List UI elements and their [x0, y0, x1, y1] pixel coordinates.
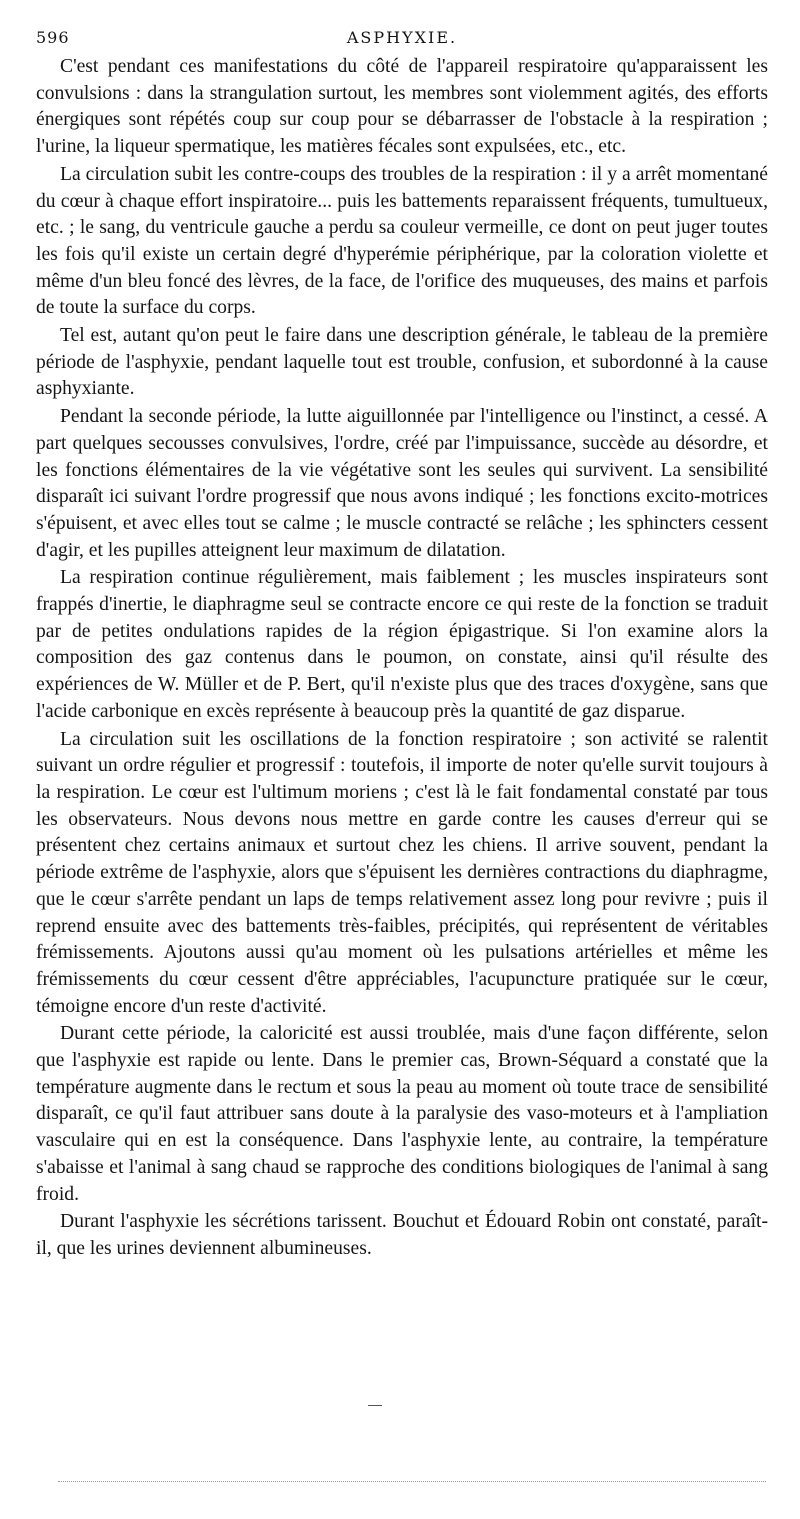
paragraph: La respiration continue régulièrement, mais faiblement ; les muscles inspirateurs sont frappés d'inertie, le diaphragme seul se contracte encore ce qui reste de la fonction se traduit par de petites ondulations rapides de la région épigastrique. Si l'on examine alors la composition des gaz contenus dans le poumon, on constate, ainsi qu'il résulte des expériences de W. Müller et de P. Bert, qu'il n'existe plus que des traces d'oxygène, sans que l'acide carbonique en excès représente à beaucoup près la quantité de gaz disparue. [36, 567, 768, 722]
body-text [36, 54, 768, 1263]
paragraph: La circulation suit les oscillations de la fonction respiratoire ; son activité se ralentit suivant un ordre régulier et progressif : toutefois, il importe de noter qu'elle survit toujours à la respiration. Le cœur est l'ultimum moriens ; c'est là le fait fondamental constaté par tous les observateurs. Nous devons nous mettre en garde contre les causes d'erreur qui se présentent chez certains animaux et surtout chez les chiens. Il arrive souvent, pendant la période extrême de l'asphyxie, alors que s'épuisent les dernières contractions du diaphragme, que le cœur s'arrête pendant un laps de temps relativement assez long pour revivre ; puis il reprend ensuite avec des battements très-faibles, précipités, qui représentent de véritables frémissements. Ajoutons aussi qu'au moment où les pulsations artérielles et même les frémissements du cœur cessent d'être appréciables, l'acupuncture pratiquée sur le cœur, témoigne encore d'un reste d'activité. [36, 728, 768, 1017]
paragraph: Durant cette période, la caloricité est aussi troublée, mais d'une façon différente, selon que l'asphyxie est rapide ou lente. Dans le premier cas, Brown-Séquard a constaté que la température augmente dans le rectum et sous la peau au moment où toute trace de sensibilité disparaît, ce qu'il faut attribuer sans doute à la paralysie des vaso-moteurs et à l'ampliation vasculaire qui en est la conséquence. Dans l'asphyxie lente, au contraire, la température s'abaisse et l'animal à sang chaud se rapproche des conditions biologiques de l'animal à sang froid. [36, 1023, 768, 1205]
footer-dash [368, 1405, 382, 1406]
paragraph: C'est pendant ces manifestations du côté de l'appareil respiratoire qu'apparaissent les convulsions : dans la strangulation surtout, les membres sont violemment agités, des efforts énergiques sont répétés coup sur coup pour se débarrasser de l'obstacle à la respiration ; l'urine, la liqueur spermatique, les matières fécales sont expulsées, etc., etc. [36, 56, 768, 158]
paragraph: Tel est, autant qu'on peut le faire dans une description générale, le tableau de la première période de l'asphyxie, pendant laquelle tout est trouble, confusion, et subordonné à la cause asphyxiante. [36, 325, 768, 400]
paragraph: Pendant la seconde période, la lutte aiguillonnée par l'intelligence ou l'instinct, a cessé. A part quelques secousses convulsives, l'ordre, créé par l'impuissance, succède au désordre, et les fonctions élémentaires de la vie végétative sont les seules qui survivent. La sensibilité disparaît ici suivant l'ordre progressif que nous avons indiqué ; les fonctions excito-motrices s'épuisent, et avec elles tout se calme ; le muscle contracté se relâche ; les sphincters cessent d'agir, et les pupilles atteignent leur maximum de dilatation. [36, 406, 768, 561]
page-number: 596 [36, 28, 70, 47]
book-page [36, 28, 768, 1263]
paragraph: La circulation subit les contre-coups des troubles de la respiration : il y a arrêt momentané du cœur à chaque effort inspiratoire... puis les battements reparaissent fréquents, tumultueux, etc. ; le sang, du ventricule gauche a perdu sa couleur vermeille, ce dont on peut juger toutes les fois qu'il existe un certain degré d'hyperémie périphérique, par la coloration violette et même d'un bleu foncé des lèvres, de la face, de l'orifice des muqueuses, des mains et parfois de toute la surface du corps. [36, 163, 768, 319]
footer-rule [58, 1481, 766, 1482]
paragraph: Durant l'asphyxie les sécrétions tarissent. Bouchut et Édouard Robin ont constaté, paraît-il, que les urines deviennent albumineuses. [36, 1211, 768, 1259]
page-header [36, 28, 768, 54]
running-title: ASPHYXIE. [346, 28, 458, 47]
